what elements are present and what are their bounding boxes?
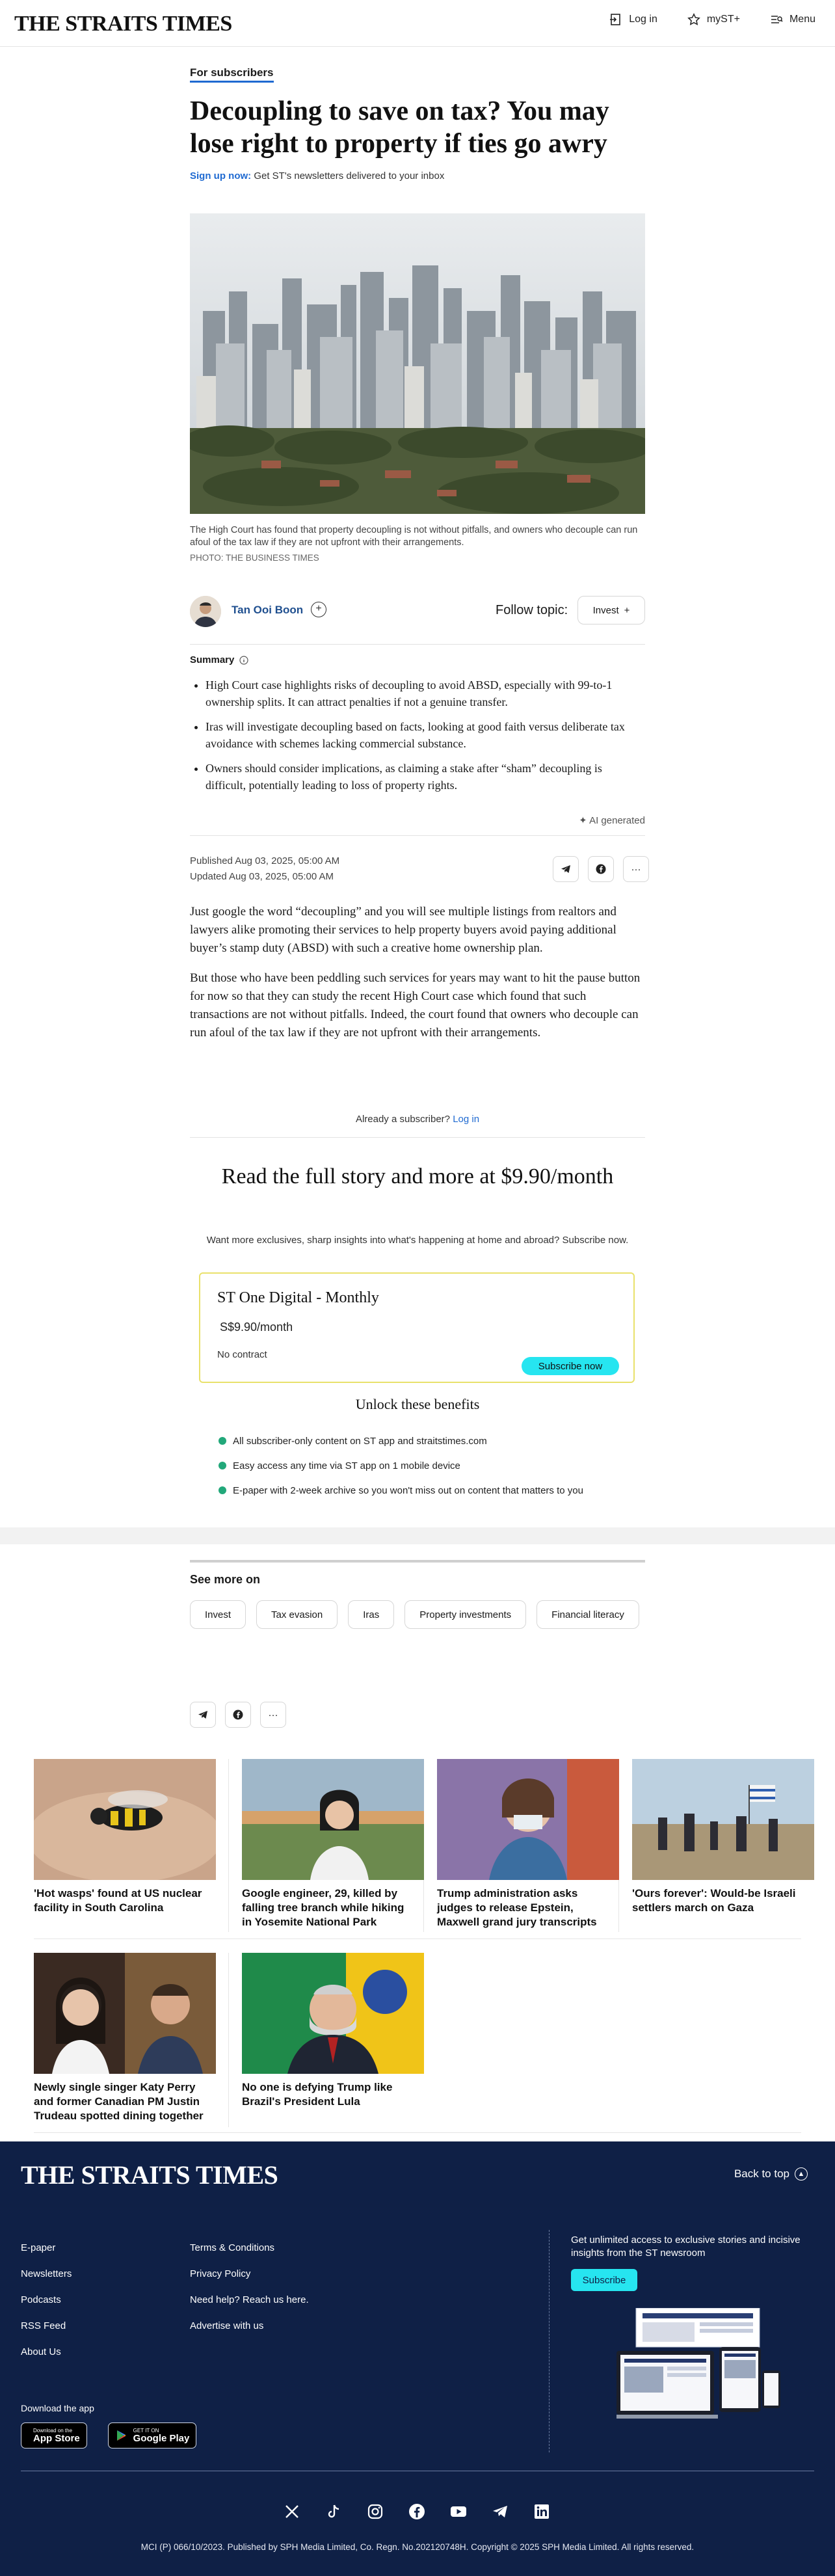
subscriber-kicker[interactable] bbox=[190, 66, 645, 79]
related-article-title: No one is defying Trump like Brazil's President Lula bbox=[242, 2081, 393, 2108]
author-name-link[interactable]: Tan Ooi Boon bbox=[232, 604, 304, 616]
related-article-title: Google engineer, 29, killed by falling tree branch while hiking in Yosemite National Park bbox=[242, 1887, 404, 1928]
body-paragraph: Just google the word “decoupling” and you will see multiple listings from realtors and lawyers alike promoting their services to help property buyers avoid paying additional buyer’s stamp duty (ABSD) with such a creative home ownership plan. bbox=[190, 905, 616, 955]
follow-topic-name: Invest bbox=[592, 604, 619, 616]
plus-icon: + bbox=[624, 604, 630, 616]
youtube-icon[interactable] bbox=[450, 2503, 467, 2520]
author-avatar[interactable] bbox=[190, 596, 221, 627]
kicker-label: For subscribers bbox=[190, 66, 274, 83]
site-footer bbox=[0, 2141, 835, 2576]
arrow-up-icon: ▲ bbox=[795, 2167, 808, 2180]
share-telegram-button[interactable] bbox=[190, 1702, 216, 1728]
related-articles-row bbox=[34, 1953, 801, 2127]
google-play-big: Google Play bbox=[133, 2432, 190, 2444]
google-play-text bbox=[133, 2428, 190, 2444]
share-facebook-button[interactable] bbox=[588, 856, 614, 882]
share-facebook-button[interactable] bbox=[225, 1702, 251, 1728]
share-telegram-button[interactable] bbox=[553, 856, 579, 882]
x-twitter-icon[interactable] bbox=[284, 2503, 300, 2520]
author-row bbox=[190, 592, 645, 631]
avatar-illustration bbox=[190, 596, 221, 627]
ai-generated-label bbox=[190, 814, 645, 826]
app-store-small: Download on the bbox=[33, 2427, 73, 2434]
myst-link[interactable] bbox=[687, 13, 740, 26]
benefit-text: All subscriber-only content on ST app and straitstimes.com bbox=[233, 1435, 487, 1447]
check-icon bbox=[219, 1437, 226, 1445]
article-body bbox=[190, 903, 645, 1054]
footer-links-column bbox=[21, 2235, 72, 2365]
benefit-text: Easy access any time via ST app on 1 mobile device bbox=[233, 1460, 460, 1471]
footer-subscribe-button[interactable]: Subscribe bbox=[571, 2269, 637, 2291]
summary-item: • High Court case highlights risks of decoupling to avoid ABSD, especially with 99-to-1 ownership splits. It can attract penalties if not a genuine transfer. bbox=[205, 677, 645, 710]
share-buttons bbox=[553, 856, 649, 882]
app-store-button[interactable] bbox=[21, 2422, 87, 2449]
tag-tax-evasion[interactable]: Tax evasion bbox=[256, 1600, 338, 1629]
share-buttons-bottom bbox=[190, 1702, 286, 1728]
header-actions bbox=[609, 13, 815, 26]
menu-label: Menu bbox=[789, 14, 815, 25]
myst-label: myST+ bbox=[706, 14, 740, 25]
footer-link-about[interactable]: About Us bbox=[21, 2346, 61, 2357]
app-store-big: App Store bbox=[33, 2432, 80, 2444]
social-links bbox=[284, 2503, 550, 2520]
tiktok-icon[interactable] bbox=[325, 2503, 342, 2520]
related-article-card[interactable] bbox=[229, 1759, 424, 1932]
thumbnail-engineer bbox=[242, 1759, 424, 1880]
copyright-text: MCI (P) 066/10/2023. Published by SPH Media Limited, Co. Regn. No.202120748H. Copyright © 2025 SPH Media Limited. All rights reserved. bbox=[140, 2542, 695, 2552]
see-more-rule bbox=[190, 1560, 645, 1563]
footer-link-epaper[interactable]: E-paper bbox=[21, 2242, 56, 2253]
divider bbox=[34, 2132, 801, 2133]
published-date: Published Aug 03, 2025, 05:00 AM bbox=[190, 855, 340, 866]
related-article-card[interactable] bbox=[34, 1759, 229, 1932]
share-more-button[interactable] bbox=[260, 1702, 286, 1728]
divider bbox=[190, 644, 645, 645]
footer-divider bbox=[549, 2230, 550, 2452]
facebook-icon bbox=[596, 864, 606, 874]
related-article-card[interactable] bbox=[424, 1759, 619, 1932]
article-headline: Decoupling to save on tax? You may lose right to property if ties go awry bbox=[190, 96, 609, 159]
skyline-illustration bbox=[190, 213, 645, 514]
signup-text: Get ST's newsletters delivered to your inbox bbox=[254, 170, 445, 181]
footer-link-advertise[interactable]: Advertise with us bbox=[190, 2320, 264, 2331]
login-label: Log in bbox=[629, 14, 657, 25]
paywall-subtitle: Want more exclusives, sharp insights into what's happening at home and abroad? Subscribe now. bbox=[206, 1235, 629, 1246]
more-icon: ··· bbox=[268, 1709, 278, 1721]
related-article-card[interactable] bbox=[619, 1759, 814, 1932]
paywall-title: Read the full story and more at $9.90/month bbox=[221, 1164, 614, 1188]
footer-link-terms[interactable]: Terms & Conditions bbox=[190, 2242, 275, 2253]
plan-contract: No contract bbox=[217, 1349, 267, 1360]
check-icon bbox=[219, 1462, 226, 1469]
benefits-list bbox=[219, 1429, 635, 1503]
section-separator bbox=[0, 1527, 835, 1544]
summary-list bbox=[190, 677, 645, 801]
google-play-icon bbox=[115, 2429, 128, 2442]
already-text: Already a subscriber? bbox=[355, 1114, 451, 1125]
subscription-plan-card[interactable] bbox=[199, 1272, 635, 1383]
benefit-item bbox=[219, 1453, 635, 1478]
more-icon: ··· bbox=[631, 863, 641, 875]
follow-topic-label: Follow topic: bbox=[496, 603, 568, 617]
app-store-badges bbox=[21, 2422, 196, 2449]
see-more-title: See more on bbox=[190, 1573, 261, 1586]
divider bbox=[190, 835, 645, 836]
check-icon bbox=[219, 1486, 226, 1494]
menu-button[interactable] bbox=[770, 13, 815, 26]
back-to-top-label: Back to top bbox=[734, 2167, 789, 2180]
devices-illustration bbox=[616, 2308, 780, 2424]
thumbnail-court-sketch bbox=[437, 1759, 619, 1880]
newsletter-signup bbox=[190, 170, 645, 181]
follow-author-plus-icon[interactable]: + bbox=[311, 602, 326, 617]
login-icon bbox=[609, 13, 622, 26]
body-paragraph: But those who have been peddling such services for years may want to hit the pause button for now so that they can study the recent High Court case which found that such transactions are not without pitfalls. Indeed, the court found that owners who decouple can run afoul of the tax law if they are not upfront with their arrangements. bbox=[190, 971, 641, 1040]
summary-item: • Iras will investigate decoupling based on facts, looking at good faith versus deliberate tax avoidance with schemes lacking commercial substance. bbox=[205, 718, 645, 752]
signup-link[interactable]: Sign up now: bbox=[190, 170, 252, 181]
topic-tags bbox=[190, 1600, 645, 1629]
tag-iras[interactable]: Iras bbox=[348, 1600, 394, 1629]
ai-generated-text: AI generated bbox=[589, 815, 645, 826]
plan-price: S$9.90/month bbox=[220, 1321, 293, 1334]
summary-label: Summary bbox=[190, 654, 235, 665]
summary-item: • Owners should consider implications, as claiming a stake after “sham” decoupling is difficult, potentially leading to loss of property rights. bbox=[205, 760, 645, 794]
photo-credit: PHOTO: THE BUSINESS TIMES bbox=[190, 553, 319, 563]
footer-logo[interactable]: THE STRAITS TIMES bbox=[21, 2160, 278, 2190]
updated-date: Updated Aug 03, 2025, 05:00 AM bbox=[190, 871, 334, 882]
telegram-icon bbox=[198, 1710, 208, 1720]
telegram-icon[interactable] bbox=[492, 2503, 509, 2520]
tag-invest[interactable]: Invest bbox=[190, 1600, 246, 1629]
telegram-icon bbox=[561, 864, 571, 874]
related-article-title: 'Ours forever': Would-be Israeli settlers march on Gaza bbox=[632, 1887, 796, 1914]
paywall-login-link[interactable]: Log in bbox=[453, 1114, 480, 1125]
top-navigation-bar bbox=[0, 0, 835, 47]
hero-image-skyline bbox=[190, 213, 645, 514]
subscribe-now-button[interactable]: Subscribe now bbox=[522, 1357, 619, 1375]
related-articles-row bbox=[34, 1759, 801, 1932]
benefit-item bbox=[219, 1478, 635, 1503]
thumbnail-settlers-march bbox=[632, 1759, 814, 1880]
already-subscriber bbox=[190, 1114, 645, 1125]
google-play-small: GET IT ON bbox=[133, 2427, 159, 2434]
tag-financial-literacy[interactable]: Financial literacy bbox=[537, 1600, 639, 1629]
facebook-icon bbox=[233, 1710, 243, 1720]
footer-link-rss[interactable]: RSS Feed bbox=[21, 2320, 66, 2331]
google-play-button[interactable] bbox=[108, 2422, 197, 2449]
site-logo[interactable]: THE STRAITS TIMES bbox=[14, 12, 232, 36]
benefit-item bbox=[219, 1429, 635, 1453]
summary-header bbox=[190, 654, 645, 665]
follow-topic-button[interactable] bbox=[577, 596, 645, 624]
menu-icon bbox=[770, 13, 783, 26]
footer-links-column bbox=[190, 2235, 309, 2339]
divider bbox=[190, 1137, 645, 1138]
related-article-card[interactable] bbox=[229, 1953, 424, 2127]
thumbnail-perry-trudeau bbox=[34, 1953, 216, 2074]
facebook-icon[interactable] bbox=[408, 2503, 425, 2520]
related-article-title: Trump administration asks judges to release Epstein, Maxwell grand jury transcripts bbox=[437, 1887, 597, 1928]
back-to-top-button[interactable] bbox=[734, 2167, 808, 2180]
thumbnail-lula bbox=[242, 1953, 424, 2074]
star-icon bbox=[687, 13, 700, 26]
footer-link-privacy[interactable]: Privacy Policy bbox=[190, 2268, 251, 2279]
info-icon[interactable] bbox=[239, 656, 248, 665]
thumbnail-wasp bbox=[34, 1759, 216, 1880]
plan-name: ST One Digital - Monthly bbox=[217, 1289, 379, 1306]
related-article-title: 'Hot wasps' found at US nuclear facility in South Carolina bbox=[34, 1887, 202, 1914]
share-more-button[interactable] bbox=[623, 856, 649, 882]
login-link[interactable] bbox=[609, 13, 657, 26]
app-store-text bbox=[33, 2428, 80, 2444]
linkedin-icon[interactable] bbox=[533, 2503, 550, 2520]
footer-link-podcasts[interactable]: Podcasts bbox=[21, 2294, 61, 2305]
image-caption: The High Court has found that property decoupling is not without pitfalls, and owners who decouple can run afoul of the tax law if they are not upfront with their arrangements. bbox=[190, 525, 638, 548]
benefit-text: E-paper with 2-week archive so you won't miss out on content that matters to you bbox=[233, 1484, 583, 1496]
related-article-card[interactable] bbox=[34, 1953, 229, 2127]
benefits-title: Unlock these benefits bbox=[355, 1396, 480, 1412]
footer-cta-text: Get unlimited access to exclusive stories and incisive insights from the ST newsroom bbox=[571, 2234, 801, 2259]
tag-property-investments[interactable]: Property investments bbox=[404, 1600, 526, 1629]
download-app-label: Download the app bbox=[21, 2403, 94, 2413]
sparkle-icon: ✦ bbox=[579, 815, 587, 826]
footer-link-newsletters[interactable]: Newsletters bbox=[21, 2268, 72, 2279]
instagram-icon[interactable] bbox=[367, 2503, 384, 2520]
related-article-title: Newly single singer Katy Perry and former Canadian PM Justin Trudeau spotted dining together bbox=[34, 2081, 204, 2122]
footer-link-help[interactable]: Need help? Reach us here. bbox=[190, 2294, 309, 2305]
